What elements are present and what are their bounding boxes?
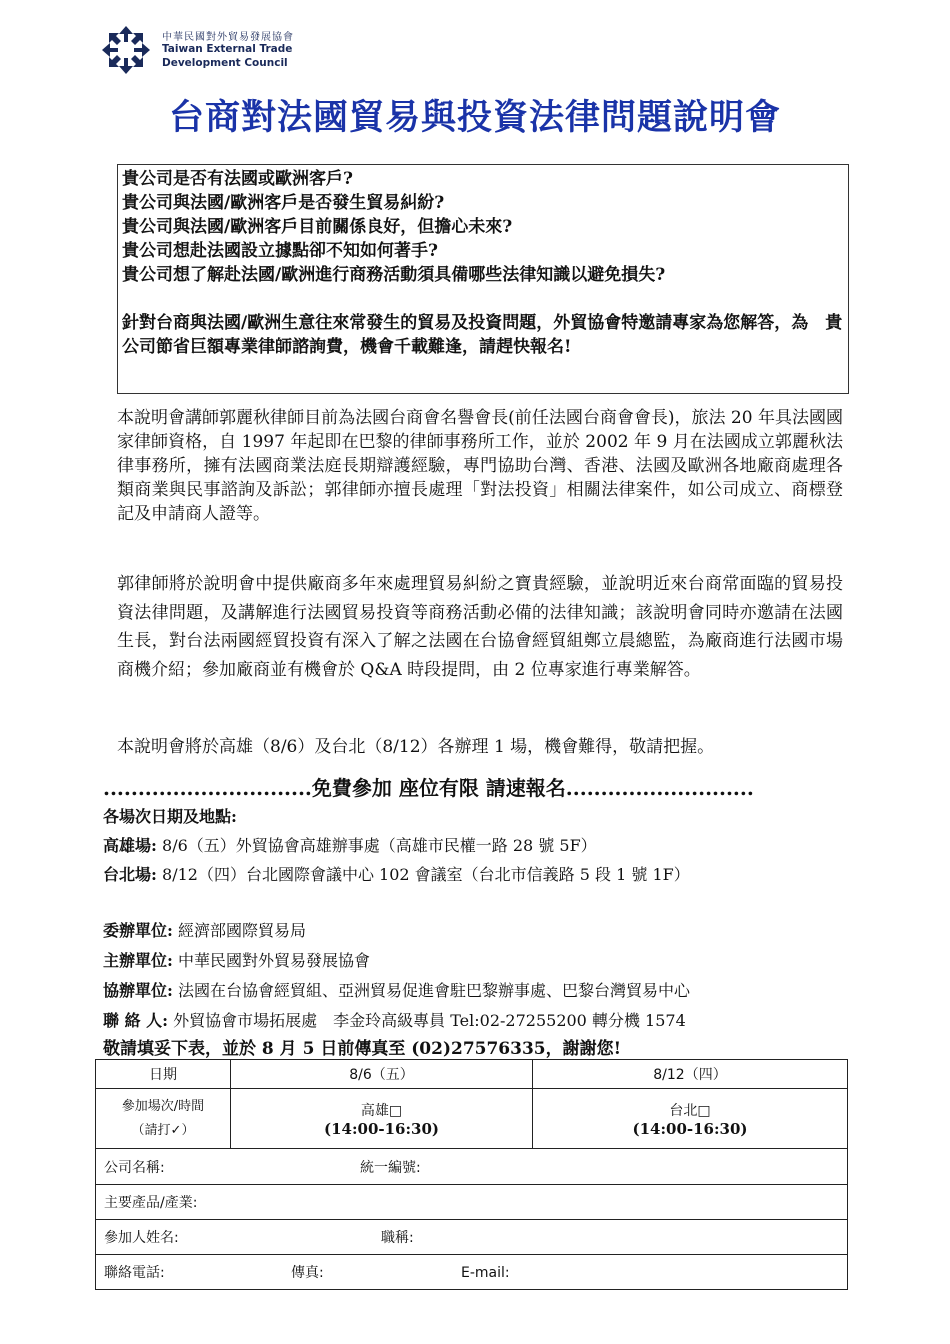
commissioning-unit-value: 經濟部國際貿易局 [178,921,307,940]
host-unit-value: 中華民國對外貿易發展協會 [178,951,371,970]
host-unit [103,948,863,971]
tax-id-label: 統一編號: [360,1159,421,1176]
commissioning-unit-label: 委辦單位: [103,921,173,940]
free-registration-banner: ..............................免費參加 座位有限 請速報名........................... [103,776,754,800]
date-kaohsiung: 8/6（五） [231,1060,533,1089]
sessions-heading-label: 各場次日期及地點: [103,807,237,826]
taipei-option: 台北□ [669,1102,711,1119]
session-selection-label [96,1089,231,1149]
contact-field[interactable] [96,1255,848,1290]
co-organizer-value: 法國在台協會經貿組、亞洲貿易促進會駐巴黎辦事處、巴黎台灣貿易中心 [178,981,691,1000]
contact-person-value: 外貿協會市場拓展處 李金玲高級專員 Tel:02-27255200 轉分機 1574 [173,1011,686,1030]
kaohsiung-session-checkbox[interactable] [231,1089,533,1149]
session-kaohsiung-label: 高雄場: [103,836,157,855]
date-taipei: 8/12（四） [533,1060,848,1089]
registration-form [95,1059,848,1290]
taipei-time: (14:00-16:30) [632,1119,748,1138]
fax-notice: 敬請填妥下表，並於 8 月 5 日前傳真至 (02)27576335，謝謝您! [103,1039,622,1059]
question-item: 貴公司是否有法國或歐洲客戶? [122,169,353,189]
session-label-line2: （請打✓） [131,1122,195,1138]
email-label: E-mail: [461,1265,510,1281]
org-name-chinese: 中華民國對外貿易發展協會 [162,32,294,43]
company-field[interactable] [96,1149,848,1185]
session-taipei-label: 台北場: [103,865,157,884]
tatc-logo-icon [100,24,152,76]
form-row-company [96,1149,848,1185]
commissioning-unit [103,918,863,941]
page-title: 台商對法國貿易與投資法律問題說明會 [168,97,781,138]
co-organizer-unit [103,978,863,1001]
session-kaohsiung [103,833,863,856]
session-label-line1: 參加場次/時間 [121,1098,205,1114]
form-row-session [96,1089,848,1149]
attendee-field[interactable] [96,1220,848,1255]
question-pitch: 針對台商與法國/歐洲生意往來常發生的貿易及投資問題，外貿協會特邀請專家為您解答，為 貴公司節省巨額專業律師諮詢費，機會千載難逢，請趕快報名! [122,313,843,357]
company-name-label: 公司名稱: [104,1159,165,1176]
questions-box [117,164,849,394]
session-kaohsiung-detail: 8/6（五）外貿協會高雄辦事處（高雄市民權一路 28 號 5F） [162,836,597,855]
contact-person [103,1008,863,1031]
question-item: 貴公司與法國/歐洲客戶目前關係良好，但擔心未來? [122,217,513,237]
kaohsiung-time: (14:00-16:30) [324,1119,439,1138]
taipei-session-checkbox[interactable] [533,1089,848,1149]
form-row-date [96,1060,848,1089]
form-row-attendee [96,1220,848,1255]
form-row-products [96,1185,848,1220]
org-name-english-line2: Development Council [162,57,288,69]
session-taipei [103,862,863,885]
question-item: 貴公司想了解赴法國/歐洲進行商務活動須具備哪些法律知識以避免損失? [122,265,666,285]
intro-paragraph-lecturer: 本說明會講師郭麗秋律師目前為法國台商會名譽會長(前任法國台商會會長)，旅法 20 年具法國國家律師資格，自 1997 年起即在巴黎的律師事務所工作，並於 2002 年 9 月在法國成立郭麗秋法律事務所，擁有法國商業法庭長期辯護經驗，專門協助台灣、香港、法國及歐洲各地廠商處理各類商業與民事諮詢及訴訟；郭律師亦擅長處理「對法投資」相關法律案件，如公司成立、商標登記及申請商人證等。 [117,408,843,524]
session-taipei-detail: 8/12（四）台北國際會議中心 102 會議室（台北市信義路 5 段 1 號 1F） [162,865,690,884]
intro-paragraph-content: 郭律師將於說明會中提供廠商多年來處理貿易糾紛之寶貴經驗，並說明近來台商常面臨的貿易投資法律問題，及講解進行法國貿易投資等商務活動必備的法律知識；該說明會同時亦邀請在法國生長，對台法兩國經貿投資有深入了解之法國在台協會經貿組鄭立晨總監，為廠商進行法國市場商機介紹；參加廠商並有機會於 Q&A 時段提問，由 2 位專家進行專業解答。 [117,574,843,680]
date-label: 日期 [96,1060,231,1089]
org-name-english-line1: Taiwan External Trade [162,43,293,55]
products-label: 主要產品/產業: [104,1195,198,1211]
question-item: 貴公司想赴法國設立據點卻不知如何著手? [122,241,438,261]
sessions-heading [103,804,863,827]
phone-label: 聯絡電話: [104,1265,165,1281]
job-title-label: 職稱: [381,1230,414,1246]
host-unit-label: 主辦單位: [103,951,173,970]
intro-paragraph-schedule: 本說明會將於高雄（8/6）及台北（8/12）各辦理 1 場，機會難得，敬請把握。 [117,737,715,757]
form-row-contact [96,1255,848,1290]
kaohsiung-option: 高雄□ [360,1102,403,1119]
fax-label: 傳真: [291,1265,324,1281]
products-field[interactable] [96,1185,848,1220]
question-item: 貴公司與法國/歐洲客戶是否發生貿易糾紛? [122,193,445,213]
tatc-logo [100,24,300,80]
co-organizer-label: 協辦單位: [103,981,173,1000]
attendee-name-label: 參加人姓名: [104,1230,179,1246]
contact-person-label: 聯 絡 人: [103,1011,169,1030]
